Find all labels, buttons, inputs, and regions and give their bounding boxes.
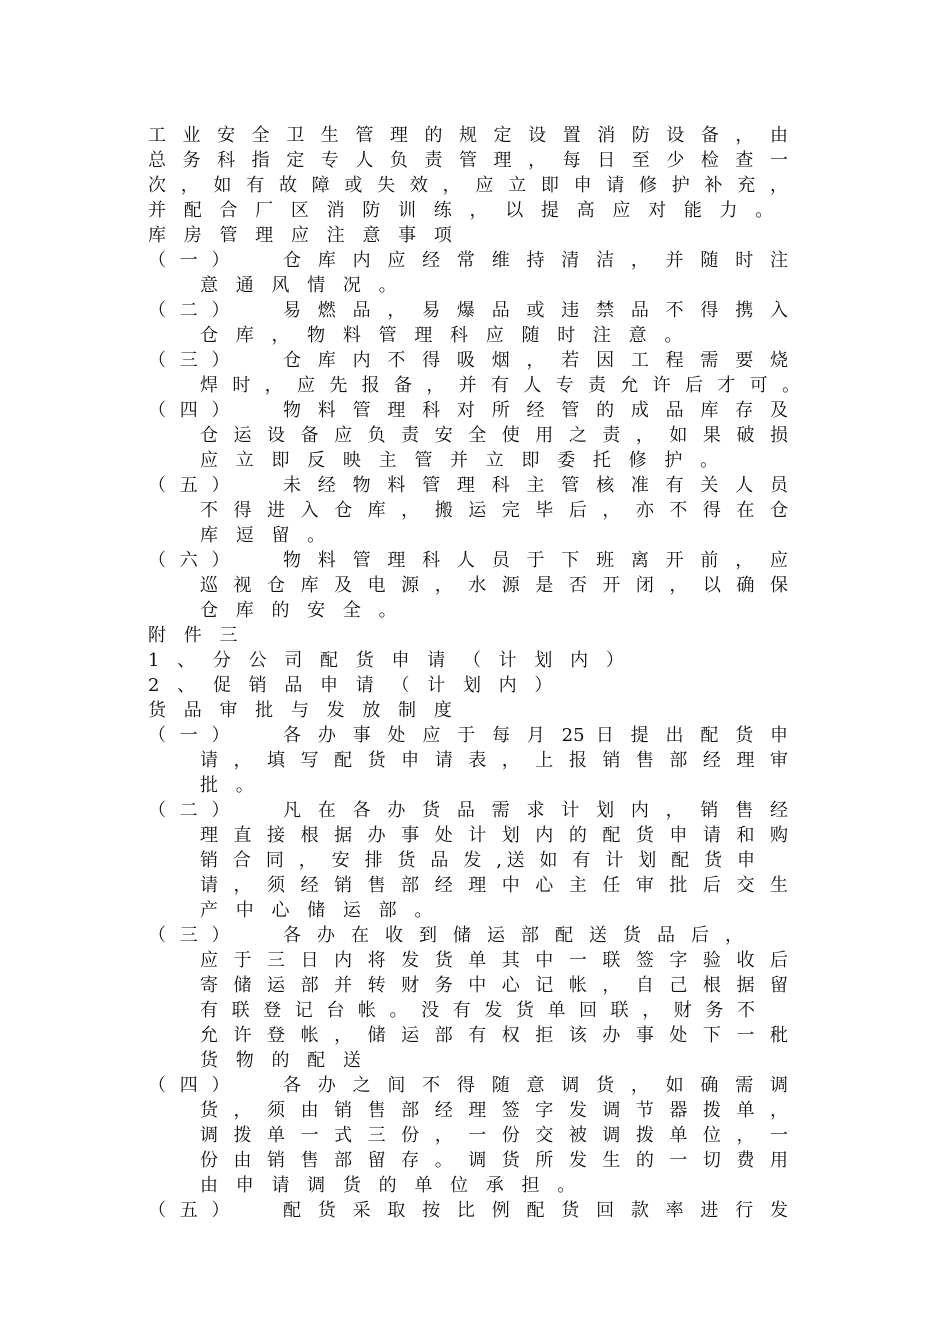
item-line: 巡 视 仓 库 及 电 源 ， 水 源 是 否 开 闭 ， 以 确 保 (200, 575, 788, 596)
item-line: 销 合 同 ， 安 排 货 品 发 ,送 如 有 计 划 配 货 申 (200, 850, 755, 871)
section-heading: 库 房 管 理 应 注 意 事 项 (148, 225, 458, 246)
item-line: 各 办 事 处 应 于 每 月 25 日 提 出 配 货 申 (283, 725, 788, 746)
item-line: 应 于 三 日 内 将 发 货 单 其 中 一 联 签 字 验 收 后 (200, 950, 788, 971)
item-line: 仓 库 的 安 全 。 (200, 600, 403, 621)
item-line: 配 货 采 取 按 比 例 配 货 回 款 率 进 行 发 (283, 1200, 788, 1221)
item-number: （ 三 ） (148, 925, 234, 946)
item-number: （ 六 ） (148, 550, 234, 571)
item-line: 仓 库 内 不 得 吸 烟 ， 若 因 工 程 需 要 烧 (283, 350, 788, 371)
item-line: 库 逗 留 。 (200, 525, 332, 546)
item-line: 请 ， 填 写 配 货 申 请 表 ， 上 报 销 售 部 经 理 审 (200, 750, 788, 771)
intro-line: 工 业 安 全 卫 生 管 理 的 规 定 设 置 消 防 设 备 ， 由 (148, 125, 788, 146)
intro-line: 总 务 科 指 定 专 人 负 责 管 理 ， 每 日 至 少 检 查 一 (148, 150, 788, 171)
appendix-item: 2 、 促 销 品 申 请 （ 计 划 内 ） (148, 675, 559, 696)
item-number: （ 一 ） (148, 725, 234, 746)
item-line: 由 申 请 调 货 的 单 位 承 担 。 (200, 1175, 582, 1196)
item-line: 各 办 在 收 到 储 运 部 配 送 货 品 后 ， (283, 925, 743, 946)
item-line: 意 通 风 情 况 。 (200, 275, 403, 296)
item-line: 份 由 销 售 部 留 存 。 调 货 所 发 生 的 一 切 费 用 (200, 1150, 788, 1171)
item-line: 仓 库 内 应 经 常 维 持 清 洁 ， 并 随 时 注 (283, 250, 788, 271)
item-line: 不 得 进 入 仓 库 ， 搬 运 完 毕 后 ， 亦 不 得 在 仓 (200, 500, 788, 521)
item-line: 仓 库 ， 物 料 管 理 科 应 随 时 注 意 。 (200, 325, 689, 346)
item-number: （ 二 ） (148, 300, 234, 321)
item-line: 物 料 管 理 科 人 员 于 下 班 离 开 前 ， 应 (283, 550, 788, 571)
item-line: 仓 运 设 备 应 负 责 安 全 使 用 之 责 ， 如 果 破 损 (200, 425, 788, 446)
item-line: 产 中 心 储 运 部 。 (200, 900, 439, 921)
item-line: 调 拨 单 一 式 三 份 ， 一 份 交 被 调 拨 单 位 ， 一 (200, 1125, 788, 1146)
item-line: 物 料 管 理 科 对 所 经 管 的 成 品 库 存 及 (283, 400, 788, 421)
item-line: 各 办 之 间 不 得 随 意 调 货 ， 如 确 需 调 (283, 1075, 788, 1096)
item-line: 理 直 接 根 据 办 事 处 计 划 内 的 配 货 申 请 和 购 (200, 825, 788, 846)
intro-line: 并 配 合 厂 区 消 防 训 练 ， 以 提 高 应 对 能 力 。 (148, 200, 780, 221)
appendix-item: 1 、 分 公 司 配 货 申 请 （ 计 划 内 ） (148, 650, 630, 671)
item-line: 未 经 物 料 管 理 科 主 管 核 准 有 关 人 员 (283, 475, 788, 496)
item-line: 焊 时 ， 应 先 报 备 ， 并 有 人 专 责 允 许 后 才 可 。 (200, 375, 800, 396)
item-line: 货 物 的 配 送 (200, 1050, 367, 1071)
item-number: （ 四 ） (148, 1075, 234, 1096)
item-line: 应 立 即 反 映 主 管 并 立 即 委 托 修 护 。 (200, 450, 725, 471)
item-line: 请 ， 须 经 销 售 部 经 理 中 心 主 任 审 批 后 交 生 (200, 875, 788, 896)
item-number: （ 二 ） (148, 800, 234, 821)
item-line: 货 ， 须 由 销 售 部 经 理 签 字 发 调 节 器 拨 单 ， (200, 1100, 788, 1121)
intro-line: 次 ， 如 有 故 障 或 失 效 ， 应 立 即 申 请 修 护 补 充 ， (148, 175, 788, 196)
appendix-heading: 附 件 三 (148, 625, 244, 646)
item-line: 寄 储 运 部 并 转 财 务 中 心 记 帐 ， 自 己 根 据 留 (200, 975, 788, 996)
section-heading: 货 品 审 批 与 发 放 制 度 (148, 700, 458, 721)
item-number: （ 一 ） (148, 250, 234, 271)
item-line: 批 。 (200, 775, 260, 796)
item-number: （ 三 ） (148, 350, 234, 371)
item-number: （ 四 ） (148, 400, 234, 421)
item-line: 易 燃 品 ， 易 爆 品 或 违 禁 品 不 得 携 入 (283, 300, 788, 321)
item-line: 允 许 登 帐 ， 储 运 部 有 权 拒 该 办 事 处 下 一 秕 (200, 1025, 788, 1046)
item-number: （ 五 ） (148, 1200, 234, 1221)
item-line: 凡 在 各 办 货 品 需 求 计 划 内 ， 销 售 经 (283, 800, 788, 821)
item-line: 有 联 登 记 台 帐 。 没 有 发 货 单 回 联 ， 财 务 不 (200, 1000, 755, 1021)
item-number: （ 五 ） (148, 475, 234, 496)
